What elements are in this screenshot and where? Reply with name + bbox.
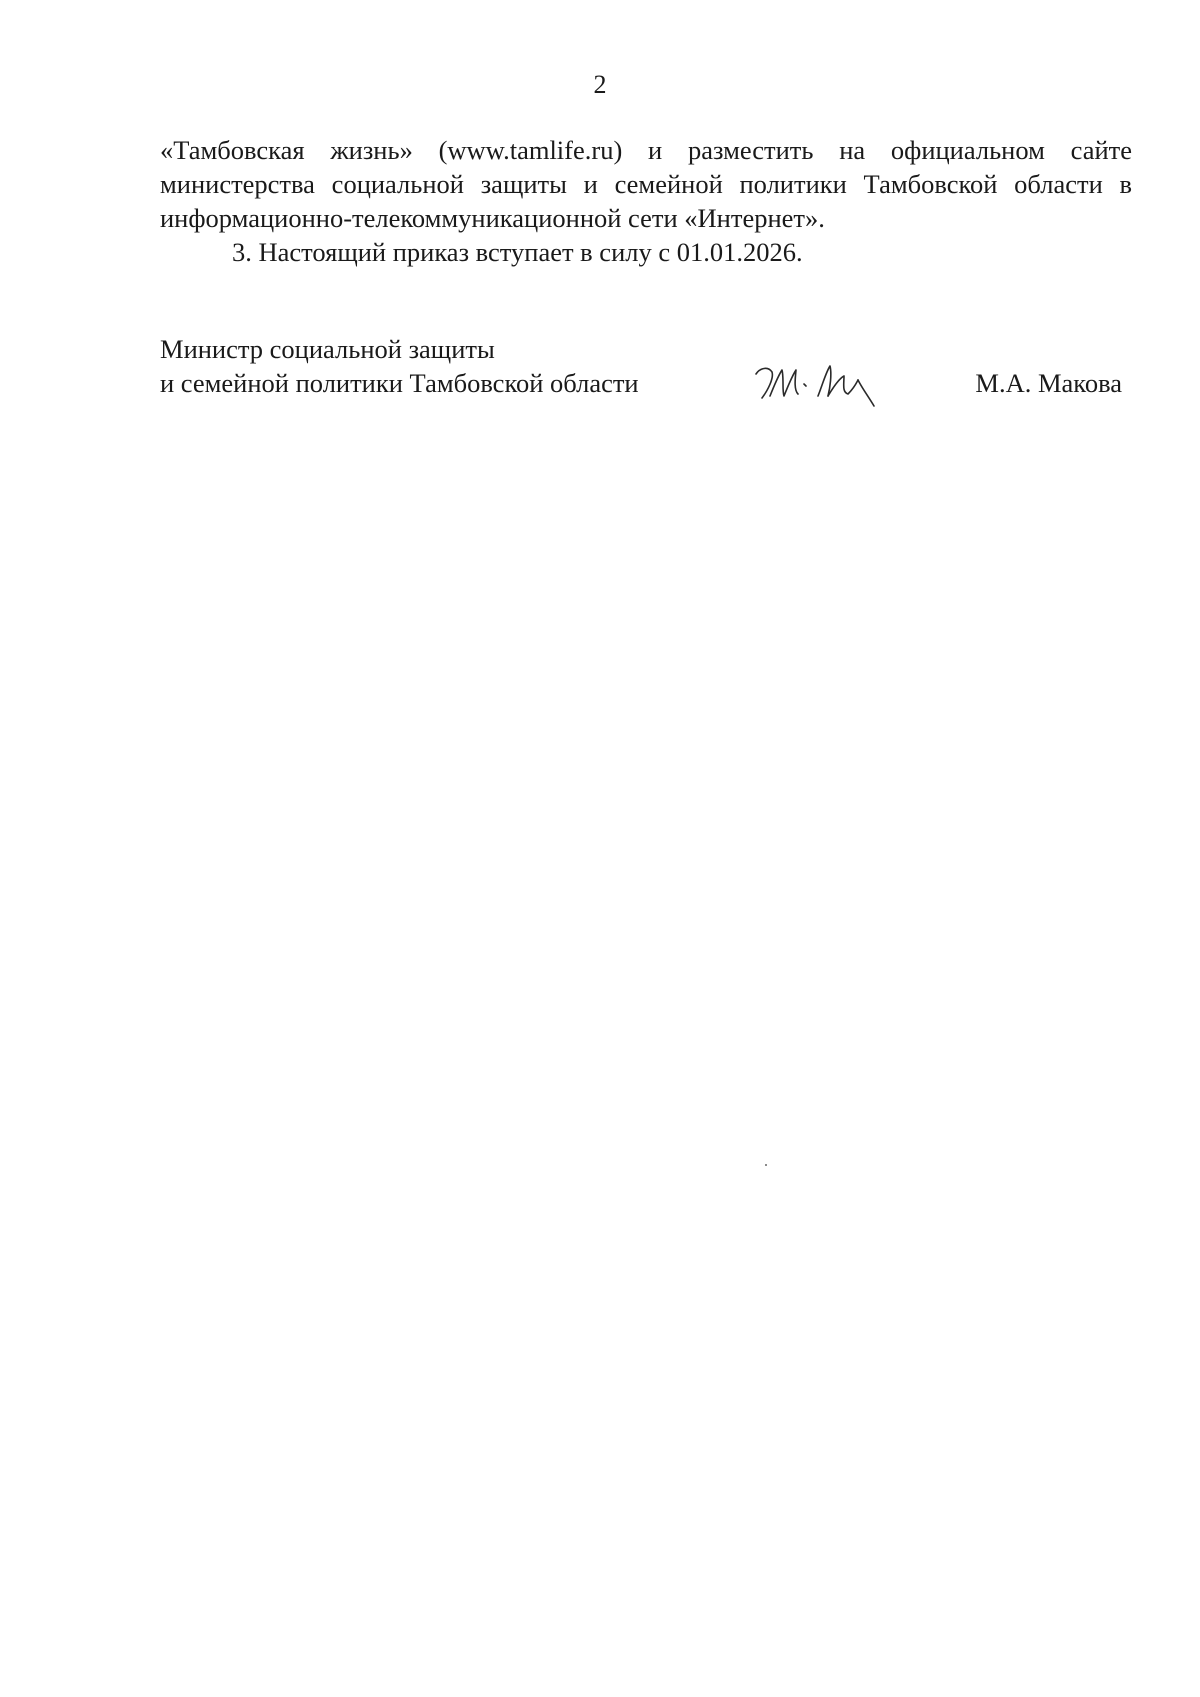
signer-position (160, 332, 639, 400)
page-number: 2 (593, 70, 607, 99)
signature-block (160, 332, 1132, 412)
signer-position-line-1: Министр социальной защиты (160, 334, 495, 364)
document-body (160, 133, 1132, 269)
signer-name: М.А. Макова (975, 368, 1122, 398)
scan-speck (765, 1164, 767, 1166)
handwritten-signature (748, 356, 908, 416)
signer-position-line-2: и семейной политики Тамбовской области (160, 368, 639, 398)
paragraph-effective-date: 3. Настоящий приказ вступает в силу с 01.01.2026. (232, 237, 803, 267)
paragraph-continuation: «Тамбовская жизнь» (www.tamlife.ru) и разместить на официальном сайте министерства социальной защиты и семейной политики Тамбовской области в информационно-телекоммуникационной сети «Интернет». (160, 135, 1132, 233)
